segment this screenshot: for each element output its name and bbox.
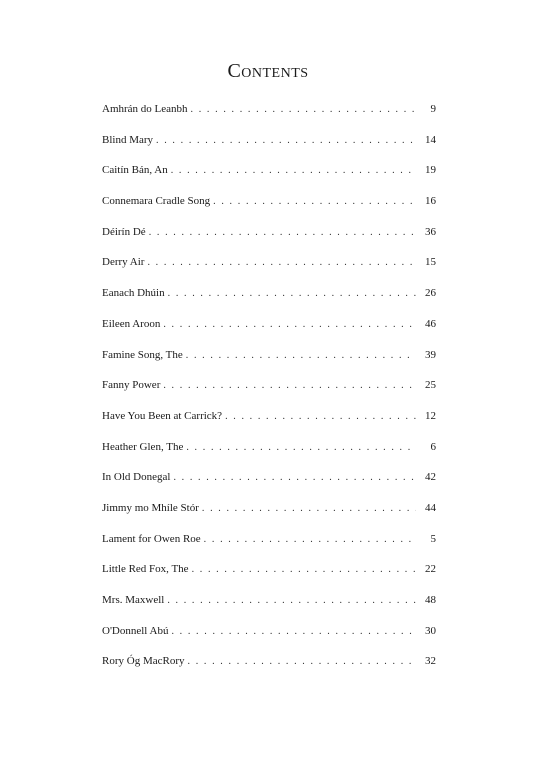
toc-entry[interactable] (102, 195, 436, 226)
toc-entry[interactable] (102, 563, 436, 594)
toc-entry-title: Lament for Owen Roe (102, 532, 201, 545)
toc-entry-title: Mrs. Maxwell (102, 594, 165, 606)
toc-entry-page-number: 9 (430, 103, 436, 115)
toc-entry[interactable] (102, 502, 436, 533)
toc-entry-page-number: 44 (425, 501, 436, 514)
toc-entry-title: Caitín Bán, An (102, 164, 168, 177)
toc-entry[interactable] (102, 287, 436, 318)
dot-leader (163, 319, 416, 330)
dot-leader (192, 564, 416, 575)
toc-entry[interactable] (102, 625, 436, 656)
toc-entry[interactable] (102, 410, 436, 441)
toc-entry-title: Eileen Aroon (102, 317, 161, 330)
toc-entry-page-number: 42 (425, 471, 436, 484)
toc-entry-title: Fanny Power (102, 379, 161, 392)
dot-leader (171, 626, 416, 637)
toc-entry-title: Jimmy mo Mhíle Stór (102, 501, 199, 514)
toc-entry-title: O'Donnell Abú (102, 624, 169, 637)
toc-entry-page-number: 15 (425, 256, 436, 269)
dot-leader (188, 656, 417, 667)
toc-entry[interactable] (102, 349, 436, 380)
toc-entry-title: Little Red Fox, The (102, 563, 189, 576)
toc-entry-page-number: 22 (425, 563, 436, 576)
toc-entry[interactable] (102, 318, 436, 349)
dot-leader (156, 135, 416, 146)
toc-entry-title: Amhrán do Leanbh (102, 103, 188, 115)
dot-leader (186, 442, 416, 453)
toc-entry[interactable] (102, 441, 436, 472)
toc-entry-page-number: 32 (425, 655, 436, 668)
toc-entry-title: Connemara Cradle Song (102, 195, 211, 208)
toc-entry-page-number: 39 (425, 348, 436, 361)
toc-entry-title: In Old Donegal (102, 471, 171, 484)
dot-leader (186, 350, 416, 361)
dot-leader (202, 503, 416, 514)
toc-entry-title: Heather Glen, The (102, 440, 184, 453)
dot-leader (171, 165, 416, 176)
dot-leader (191, 104, 416, 115)
toc-entry-page-number: 5 (430, 532, 436, 545)
toc-entry[interactable] (102, 379, 436, 410)
toc-entry[interactable] (102, 103, 436, 134)
toc-entry-page-number: 14 (425, 133, 436, 146)
toc-entry[interactable] (102, 164, 436, 195)
toc-entry[interactable] (102, 471, 436, 502)
toc-entry-title: Famine Song, The (102, 348, 183, 361)
toc-entry-page-number: 46 (425, 317, 436, 330)
toc-entry[interactable] (102, 226, 436, 257)
dot-leader (149, 227, 416, 238)
toc-entry-title: Blind Mary (102, 133, 154, 146)
toc-entry-title: Déirín Dé (102, 225, 146, 238)
toc-entry[interactable] (102, 533, 436, 564)
dot-leader (173, 472, 416, 483)
toc-entry-page-number: 25 (425, 379, 436, 392)
toc-entry-page-number: 12 (425, 409, 436, 422)
toc-entry[interactable] (102, 594, 436, 625)
toc-entry-page-number: 26 (425, 287, 436, 300)
dot-leader (147, 257, 416, 268)
table-of-contents (102, 103, 436, 686)
toc-entry-title: Derry Air (102, 256, 145, 269)
dot-leader (225, 411, 416, 422)
toc-entry[interactable] (102, 655, 436, 686)
dot-leader (204, 534, 416, 545)
toc-entry-page-number: 30 (425, 624, 436, 637)
toc-entry[interactable] (102, 256, 436, 287)
page-title: Contents (227, 60, 309, 82)
toc-entry-page-number: 16 (425, 195, 436, 208)
toc-entry-page-number: 36 (425, 225, 436, 238)
toc-entry-title: Rory Óg MacRory (102, 655, 185, 668)
dot-leader (163, 380, 416, 391)
dot-leader (168, 288, 416, 299)
toc-entry[interactable] (102, 134, 436, 165)
toc-entry-title: Eanach Dhúin (102, 287, 165, 300)
toc-entry-page-number: 6 (430, 440, 436, 453)
toc-entry-title: Have You Been at Carrick? (102, 409, 223, 422)
toc-entry-page-number: 19 (425, 164, 436, 177)
toc-entry-page-number: 48 (425, 594, 436, 606)
dot-leader (213, 196, 416, 207)
dot-leader (167, 595, 416, 606)
